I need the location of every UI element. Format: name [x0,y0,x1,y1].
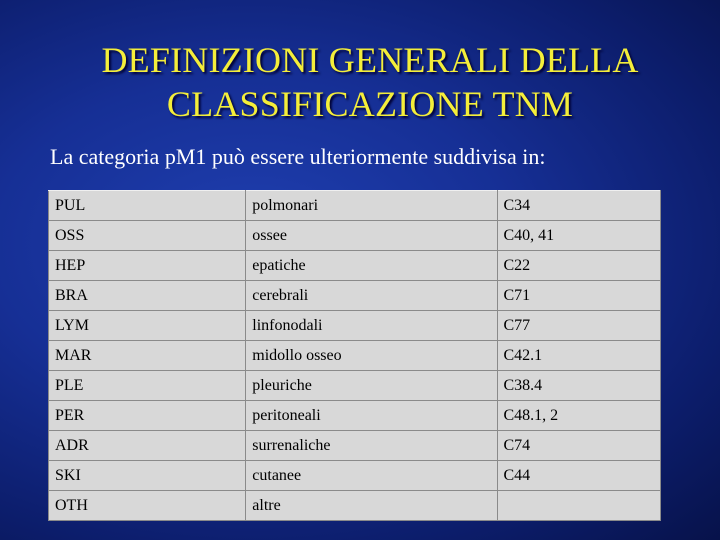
cell-code: PLE [49,371,246,401]
table-row [49,401,661,431]
cell-icd [497,491,661,521]
cell-icd: C22 [497,251,661,281]
cell-site: ossee [246,221,497,251]
cell-site: epatiche [246,251,497,281]
slide-title-line-2: CLASSIFICAZIONE TNM [166,84,574,125]
metastasis-table [48,190,661,521]
cell-code: MAR [49,341,246,371]
cell-site: pleuriche [246,371,497,401]
table-row [49,371,661,401]
table-row [49,341,661,371]
cell-site: polmonari [246,191,497,221]
cell-site: linfonodali [246,311,497,341]
table-row [49,191,661,221]
cell-code: PUL [49,191,246,221]
table-row [49,461,661,491]
table-row [49,491,661,521]
cell-code: OTH [49,491,246,521]
slide-title-line-1: DEFINIZIONI GENERALI DELLA [101,40,639,81]
cell-code: BRA [49,281,246,311]
metastasis-table-body [49,191,661,521]
cell-icd: C48.1, 2 [497,401,661,431]
table-row [49,221,661,251]
table-row [49,311,661,341]
cell-site: peritoneali [246,401,497,431]
cell-site: cerebrali [246,281,497,311]
cell-code: ADR [49,431,246,461]
cell-icd: C71 [497,281,661,311]
table-row [49,251,661,281]
cell-site: midollo osseo [246,341,497,371]
table-row [49,281,661,311]
cell-code: PER [49,401,246,431]
cell-icd: C44 [497,461,661,491]
cell-site: cutanee [246,461,497,491]
cell-icd: C77 [497,311,661,341]
cell-icd: C40, 41 [497,221,661,251]
slide-title [0,38,720,126]
cell-icd: C74 [497,431,661,461]
cell-icd: C34 [497,191,661,221]
cell-icd: C38.4 [497,371,661,401]
slide-subtitle: La categoria pM1 può essere ulteriormente suddivisa in: [50,144,546,169]
cell-code: LYM [49,311,246,341]
cell-code: OSS [49,221,246,251]
cell-icd: C42.1 [497,341,661,371]
cell-site: surrenaliche [246,431,497,461]
table-row [49,431,661,461]
cell-code: SKI [49,461,246,491]
cell-site: altre [246,491,497,521]
cell-code: HEP [49,251,246,281]
